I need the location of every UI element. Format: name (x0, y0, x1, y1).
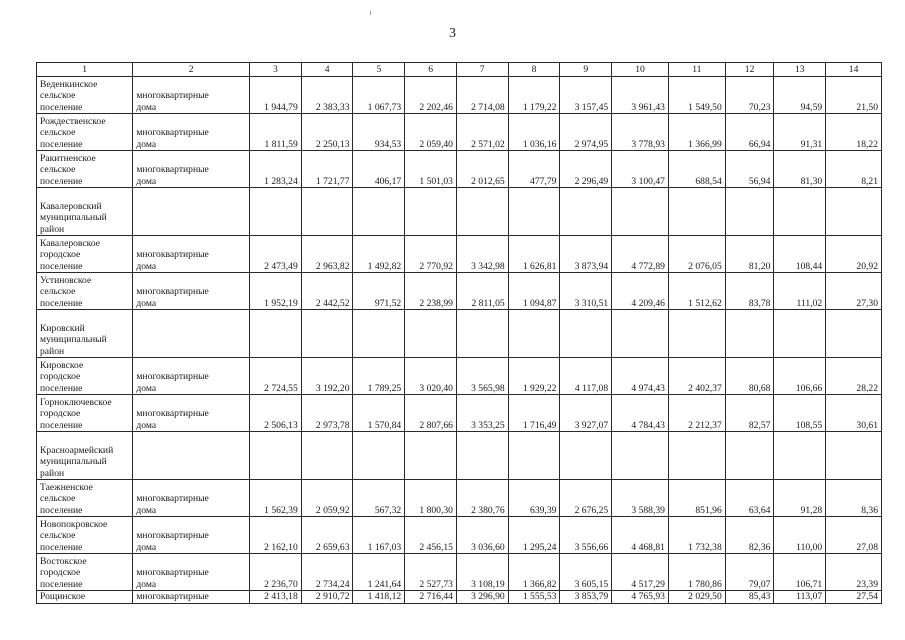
value-cell-col-5: 1 570,84 (353, 395, 405, 432)
column-header-14: 14 (826, 63, 882, 77)
value-cell-col-10: 3 100,47 (612, 151, 669, 188)
value-cell-col-13: 106,71 (774, 554, 826, 591)
value-cell-col-8 (508, 432, 560, 480)
value-cell-col-4 (301, 188, 353, 236)
value-cell-col-13: 91,31 (774, 114, 826, 151)
value-cell-col-7 (456, 188, 508, 236)
value-cell-col-8: 1 366,82 (508, 554, 560, 591)
settlement-name: Новопокровское сельское поселение (37, 517, 133, 554)
table-row (37, 236, 882, 273)
housing-type: многоквартирные дома (133, 395, 250, 432)
table-row (37, 591, 882, 604)
housing-type: многоквартирные дома (133, 273, 250, 310)
value-cell-col-13: 110,00 (774, 517, 826, 554)
housing-type: многоквартирные дома (133, 151, 250, 188)
value-cell-col-14: 23,39 (826, 554, 882, 591)
value-cell-col-14: 28,22 (826, 358, 882, 395)
table-row (37, 554, 882, 591)
value-cell-col-12: 56,94 (725, 151, 774, 188)
value-cell-col-3: 2 506,13 (250, 395, 302, 432)
table-row (37, 480, 882, 517)
value-cell-col-4: 3 192,20 (301, 358, 353, 395)
value-cell-col-7 (456, 310, 508, 358)
value-cell-col-12 (725, 432, 774, 480)
value-cell-col-10: 4 772,89 (612, 236, 669, 273)
value-cell-col-11 (668, 432, 725, 480)
value-cell-col-11: 1 366,99 (668, 114, 725, 151)
value-cell-col-3: 1 283,24 (250, 151, 302, 188)
value-cell-col-14: 30,61 (826, 395, 882, 432)
value-cell-col-12: 83,78 (725, 273, 774, 310)
value-cell-col-11: 1 780,86 (668, 554, 725, 591)
value-cell-col-4 (301, 432, 353, 480)
value-cell-col-10 (612, 432, 669, 480)
value-cell-col-7: 3 296,90 (456, 591, 508, 604)
housing-type: многоквартирные дома (133, 77, 250, 114)
value-cell-col-4: 2 059,92 (301, 480, 353, 517)
value-cell-col-13: 111,02 (774, 273, 826, 310)
column-header-11: 11 (668, 63, 725, 77)
column-header-6: 6 (405, 63, 457, 77)
settlement-name: Кировский муниципальный район (37, 310, 133, 358)
value-cell-col-12: 82,36 (725, 517, 774, 554)
value-cell-col-6: 1 800,30 (405, 480, 457, 517)
value-cell-col-9: 3 310,51 (560, 273, 612, 310)
value-cell-col-12: 66,94 (725, 114, 774, 151)
value-cell-col-10: 4 517,29 (612, 554, 669, 591)
value-cell-col-8: 1 094,87 (508, 273, 560, 310)
value-cell-col-5: 1 241,64 (353, 554, 405, 591)
value-cell-col-6 (405, 188, 457, 236)
value-cell-col-13: 108,55 (774, 395, 826, 432)
value-cell-col-13: 113,07 (774, 591, 826, 604)
value-cell-col-3: 1 811,59 (250, 114, 302, 151)
value-cell-col-10 (612, 188, 669, 236)
housing-type: многоквартирные (133, 591, 250, 604)
value-cell-col-5: 1 167,03 (353, 517, 405, 554)
value-cell-col-5: 1 067,73 (353, 77, 405, 114)
value-cell-col-4: 2 963,82 (301, 236, 353, 273)
value-cell-col-10: 4 974,43 (612, 358, 669, 395)
value-cell-col-7: 3 036,60 (456, 517, 508, 554)
value-cell-col-9: 3 927,07 (560, 395, 612, 432)
value-cell-col-11 (668, 188, 725, 236)
value-cell-col-9: 2 676,25 (560, 480, 612, 517)
value-cell-col-8: 1 626,81 (508, 236, 560, 273)
settlement-name: Ракитненское сельское поселение (37, 151, 133, 188)
settlement-name: Горноключевское городское поселение (37, 395, 133, 432)
settlement-name: Веденкинское сельское поселение (37, 77, 133, 114)
value-cell-col-6: 2 202,46 (405, 77, 457, 114)
table-row (37, 432, 882, 480)
table-row (37, 517, 882, 554)
settlement-name: Таежненское сельское поселение (37, 480, 133, 517)
value-cell-col-4: 2 734,24 (301, 554, 353, 591)
value-cell-col-8: 1 929,22 (508, 358, 560, 395)
value-cell-col-14 (826, 432, 882, 480)
value-cell-col-5 (353, 432, 405, 480)
value-cell-col-12: 63,64 (725, 480, 774, 517)
value-cell-col-11: 851,96 (668, 480, 725, 517)
column-header-9: 9 (560, 63, 612, 77)
value-cell-col-5 (353, 188, 405, 236)
value-cell-col-11: 1 732,38 (668, 517, 725, 554)
value-cell-col-3: 1 952,19 (250, 273, 302, 310)
settlement-name: Рождественское сельское поселение (37, 114, 133, 151)
value-cell-col-4 (301, 310, 353, 358)
page-number: 3 (449, 26, 456, 41)
value-cell-col-10: 3 778,93 (612, 114, 669, 151)
value-cell-col-8 (508, 310, 560, 358)
table-row (37, 77, 882, 114)
value-cell-col-14 (826, 310, 882, 358)
value-cell-col-7: 3 342,98 (456, 236, 508, 273)
value-cell-col-11: 1 512,62 (668, 273, 725, 310)
value-cell-col-10: 3 588,39 (612, 480, 669, 517)
value-cell-col-9: 2 296,49 (560, 151, 612, 188)
settlement-name: Рощинское (37, 591, 133, 604)
value-cell-col-7: 3 565,98 (456, 358, 508, 395)
value-cell-col-3: 1 944,79 (250, 77, 302, 114)
value-cell-col-13 (774, 188, 826, 236)
column-header-13: 13 (774, 63, 826, 77)
value-cell-col-4: 2 383,33 (301, 77, 353, 114)
column-header-10: 10 (612, 63, 669, 77)
value-cell-col-5 (353, 310, 405, 358)
tariff-table (36, 62, 882, 604)
value-cell-col-9: 3 556,66 (560, 517, 612, 554)
value-cell-col-5: 1 789,25 (353, 358, 405, 395)
value-cell-col-6: 1 501,03 (405, 151, 457, 188)
value-cell-col-3: 2 473,49 (250, 236, 302, 273)
table-body (37, 77, 882, 604)
value-cell-col-9: 3 853,79 (560, 591, 612, 604)
settlement-name: Кировское городское поселение (37, 358, 133, 395)
value-cell-col-8: 1 295,24 (508, 517, 560, 554)
value-cell-col-5: 406,17 (353, 151, 405, 188)
value-cell-col-4: 2 910,72 (301, 591, 353, 604)
value-cell-col-10: 3 961,43 (612, 77, 669, 114)
value-cell-col-6 (405, 432, 457, 480)
settlement-name: Востокское городское поселение (37, 554, 133, 591)
column-header-4: 4 (301, 63, 353, 77)
value-cell-col-14: 27,54 (826, 591, 882, 604)
value-cell-col-9 (560, 188, 612, 236)
value-cell-col-13: 108,44 (774, 236, 826, 273)
value-cell-col-8: 477,79 (508, 151, 560, 188)
housing-type: многоквартирные дома (133, 358, 250, 395)
value-cell-col-7: 2 714,08 (456, 77, 508, 114)
value-cell-col-3 (250, 310, 302, 358)
value-cell-col-7: 3 108,19 (456, 554, 508, 591)
value-cell-col-6 (405, 310, 457, 358)
housing-type: многоквартирные дома (133, 554, 250, 591)
value-cell-col-11: 2 029,50 (668, 591, 725, 604)
table-row (37, 151, 882, 188)
table-row (37, 114, 882, 151)
value-cell-col-11: 2 402,37 (668, 358, 725, 395)
value-cell-col-14: 21,50 (826, 77, 882, 114)
value-cell-col-3: 1 562,39 (250, 480, 302, 517)
value-cell-col-7 (456, 432, 508, 480)
housing-type (133, 432, 250, 480)
column-header-3: 3 (250, 63, 302, 77)
value-cell-col-12: 81,20 (725, 236, 774, 273)
value-cell-col-8 (508, 188, 560, 236)
value-cell-col-7: 2 811,05 (456, 273, 508, 310)
value-cell-col-11 (668, 310, 725, 358)
value-cell-col-8: 1 716,49 (508, 395, 560, 432)
value-cell-col-3 (250, 188, 302, 236)
value-cell-col-13: 106,66 (774, 358, 826, 395)
value-cell-col-13: 94,59 (774, 77, 826, 114)
value-cell-col-7: 3 353,25 (456, 395, 508, 432)
value-cell-col-13: 91,28 (774, 480, 826, 517)
value-cell-col-9: 3 873,94 (560, 236, 612, 273)
value-cell-col-11: 2 076,05 (668, 236, 725, 273)
table-row (37, 273, 882, 310)
value-cell-col-12: 85,43 (725, 591, 774, 604)
table-row (37, 358, 882, 395)
value-cell-col-5: 934,53 (353, 114, 405, 151)
value-cell-col-3: 2 724,55 (250, 358, 302, 395)
value-cell-col-3: 2 162,10 (250, 517, 302, 554)
column-header-7: 7 (456, 63, 508, 77)
value-cell-col-12 (725, 188, 774, 236)
value-cell-col-4: 2 442,52 (301, 273, 353, 310)
settlement-name: Устиновское сельское поселение (37, 273, 133, 310)
housing-type (133, 310, 250, 358)
value-cell-col-8: 1 555,53 (508, 591, 560, 604)
value-cell-col-7: 2 380,76 (456, 480, 508, 517)
value-cell-col-9 (560, 310, 612, 358)
value-cell-col-4: 1 721,77 (301, 151, 353, 188)
value-cell-col-12: 82,57 (725, 395, 774, 432)
value-cell-col-6: 2 770,92 (405, 236, 457, 273)
value-cell-col-14: 27,30 (826, 273, 882, 310)
housing-type: многоквартирные дома (133, 236, 250, 273)
value-cell-col-9: 4 117,08 (560, 358, 612, 395)
value-cell-col-6: 2 807,66 (405, 395, 457, 432)
value-cell-col-5: 971,52 (353, 273, 405, 310)
value-cell-col-14: 18,22 (826, 114, 882, 151)
settlement-name: Кавалеровское городское поселение (37, 236, 133, 273)
value-cell-col-9: 2 974,95 (560, 114, 612, 151)
value-cell-col-6: 2 527,73 (405, 554, 457, 591)
value-cell-col-6: 2 059,40 (405, 114, 457, 151)
value-cell-col-7: 2 012,65 (456, 151, 508, 188)
settlement-name: Кавалеровский муниципальный район (37, 188, 133, 236)
value-cell-col-7: 2 571,02 (456, 114, 508, 151)
settlement-name: Красноармейский муниципальный район (37, 432, 133, 480)
value-cell-col-8: 1 036,16 (508, 114, 560, 151)
value-cell-col-14: 8,21 (826, 151, 882, 188)
value-cell-col-11: 2 212,37 (668, 395, 725, 432)
value-cell-col-10 (612, 310, 669, 358)
value-cell-col-6: 2 238,99 (405, 273, 457, 310)
table-row (37, 395, 882, 432)
column-header-5: 5 (353, 63, 405, 77)
value-cell-col-4: 2 250,13 (301, 114, 353, 151)
value-cell-col-13 (774, 310, 826, 358)
housing-type: многоквартирные дома (133, 517, 250, 554)
value-cell-col-14: 8,36 (826, 480, 882, 517)
value-cell-col-8: 1 179,22 (508, 77, 560, 114)
column-header-12: 12 (725, 63, 774, 77)
value-cell-col-4: 2 973,78 (301, 395, 353, 432)
value-cell-col-10: 4 468,81 (612, 517, 669, 554)
value-cell-col-6: 2 716,44 (405, 591, 457, 604)
value-cell-col-9: 3 157,45 (560, 77, 612, 114)
value-cell-col-13: 81,30 (774, 151, 826, 188)
header-row (37, 63, 882, 77)
value-cell-col-12: 70,23 (725, 77, 774, 114)
value-cell-col-12 (725, 310, 774, 358)
value-cell-col-14: 27,08 (826, 517, 882, 554)
value-cell-col-11: 688,54 (668, 151, 725, 188)
value-cell-col-5: 1 418,12 (353, 591, 405, 604)
value-cell-col-11: 1 549,50 (668, 77, 725, 114)
value-cell-col-5: 567,32 (353, 480, 405, 517)
value-cell-col-10: 4 784,43 (612, 395, 669, 432)
value-cell-col-6: 3 020,40 (405, 358, 457, 395)
value-cell-col-10: 4 765,93 (612, 591, 669, 604)
value-cell-col-14: 20,92 (826, 236, 882, 273)
value-cell-col-3: 2 413,18 (250, 591, 302, 604)
column-header-8: 8 (508, 63, 560, 77)
value-cell-col-3: 2 236,70 (250, 554, 302, 591)
value-cell-col-13 (774, 432, 826, 480)
value-cell-col-9: 3 605,15 (560, 554, 612, 591)
value-cell-col-10: 4 209,46 (612, 273, 669, 310)
column-header-2: 2 (133, 63, 250, 77)
scan-mark (370, 11, 371, 15)
table-row (37, 310, 882, 358)
housing-type: многоквартирные дома (133, 114, 250, 151)
value-cell-col-3 (250, 432, 302, 480)
column-header-1: 1 (37, 63, 133, 77)
housing-type: многоквартирные дома (133, 480, 250, 517)
value-cell-col-12: 80,68 (725, 358, 774, 395)
table-row (37, 188, 882, 236)
value-cell-col-5: 1 492,82 (353, 236, 405, 273)
value-cell-col-8: 639,39 (508, 480, 560, 517)
value-cell-col-14 (826, 188, 882, 236)
value-cell-col-12: 79,07 (725, 554, 774, 591)
value-cell-col-9 (560, 432, 612, 480)
value-cell-col-4: 2 659,63 (301, 517, 353, 554)
value-cell-col-6: 2 456,15 (405, 517, 457, 554)
housing-type (133, 188, 250, 236)
